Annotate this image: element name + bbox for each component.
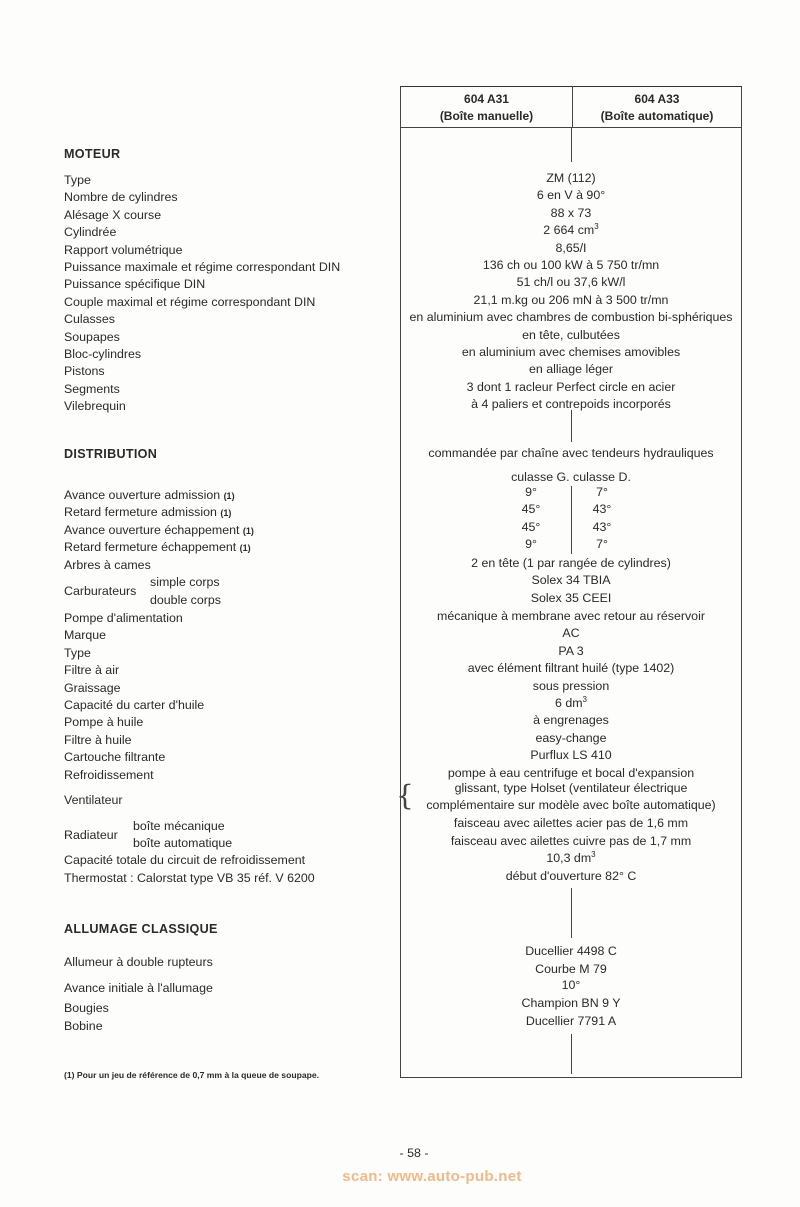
spec-value: en aluminium avec chemises amovibles bbox=[461, 345, 681, 359]
carb-simple-value: Solex 34 TBIA bbox=[531, 573, 611, 587]
spec-label: Bobine bbox=[64, 1019, 103, 1033]
timing-label: Avance ouverture échappement (1) bbox=[64, 522, 254, 537]
spec-value: Ducellier 4498 C bbox=[525, 944, 617, 958]
ventilateur-value-2: complémentaire sur modèle avec boîte automatique) bbox=[426, 798, 716, 812]
timing-label: Retard fermeture échappement (1) bbox=[64, 540, 251, 555]
spec-label: Cylindrée bbox=[64, 225, 117, 240]
divider-line bbox=[571, 410, 572, 442]
arbres-label: Arbres à cames bbox=[64, 558, 151, 572]
spec-label: Filtre à air bbox=[64, 663, 120, 678]
radiateur-label: Radiateur bbox=[64, 828, 118, 842]
carb-simple-label: simple corps bbox=[150, 575, 220, 589]
spec-label: Type bbox=[64, 645, 91, 660]
spec-value: mécanique à membrane avec retour au réservoir bbox=[437, 609, 705, 623]
radiateur-meca-value: faisceau avec ailettes acier pas de 1,6 mm bbox=[453, 816, 689, 830]
spec-label: Vilebrequin bbox=[64, 399, 126, 414]
spec-label: Puissance spécifique DIN bbox=[64, 277, 206, 292]
section-title-moteur: MOTEUR bbox=[64, 147, 121, 161]
culasse-g-value: 9° bbox=[525, 485, 537, 499]
spec-label: Filtre à huile bbox=[64, 732, 132, 747]
spec-label: Bloc-cylindres bbox=[64, 347, 142, 361]
carb-double-value: Solex 35 CEEI bbox=[530, 591, 612, 605]
watermark: scan: www.auto-pub.net bbox=[342, 1168, 522, 1185]
spec-value: Champion BN 9 Y bbox=[521, 996, 621, 1010]
spec-value: 136 ch ou 100 kW à 5 750 tr/mn bbox=[482, 258, 660, 272]
arbres-value: 2 en tête (1 par rangée de cylindres) bbox=[471, 556, 671, 570]
thermostat-label: Thermostat : Calorstat type VB 35 réf. V 6200 bbox=[64, 871, 315, 885]
spec-label: Bougies bbox=[64, 1001, 109, 1015]
divider-line bbox=[571, 888, 572, 938]
radiateur-auto-value: faisceau avec ailettes cuivre pas de 1,7 mm bbox=[450, 834, 692, 848]
spec-value: Purflux LS 410 bbox=[530, 748, 612, 763]
footnote-ref: (1) bbox=[223, 491, 235, 501]
spec-value: 21,1 m.kg ou 206 mN à 3 500 tr/mn bbox=[473, 292, 669, 307]
spec-value: 88 x 73 bbox=[550, 205, 592, 220]
spec-value: 2 664 $cm^3$ bbox=[543, 222, 599, 238]
column-header-automatic bbox=[572, 86, 741, 128]
spec-value: Courbe M 79 bbox=[535, 962, 607, 976]
column-subtitle: (Boîte manuelle) bbox=[439, 109, 534, 123]
spec-label: Segments bbox=[64, 381, 120, 396]
spec-value: en alliage léger bbox=[528, 362, 614, 377]
spec-label: Couple maximal et régime correspondant DIN bbox=[64, 294, 316, 309]
spec-value: Ducellier 7791 A bbox=[525, 1014, 617, 1028]
spec-label: Marque bbox=[64, 628, 107, 643]
spec-value: avec élément filtrant huilé (type 1402) bbox=[467, 661, 675, 676]
spec-value: en aluminium avec chambres de combustion bi-sphériques bbox=[409, 310, 733, 325]
spec-label: Culasses bbox=[64, 312, 115, 327]
culasse-d-value: 7° bbox=[596, 485, 608, 499]
spec-value: PA 3 bbox=[558, 643, 584, 658]
spec-label: Alésage X course bbox=[64, 207, 162, 222]
carb-label: Carburateurs bbox=[64, 584, 137, 598]
distribution-value: commandée par chaîne avec tendeurs hydrauliques bbox=[428, 446, 714, 460]
superscript: 3 bbox=[582, 694, 587, 704]
culasse-d-value: 7° bbox=[596, 537, 608, 552]
thermostat-value: début d'ouverture 82° C bbox=[505, 869, 637, 883]
spec-value: sous pression bbox=[532, 678, 610, 693]
spec-label: Type bbox=[64, 173, 91, 187]
culasse-g-value: 9° bbox=[525, 537, 537, 552]
spec-value: ZM (112) bbox=[546, 171, 596, 185]
footnote-ref: (1) bbox=[242, 525, 254, 536]
spec-value: 10° bbox=[561, 978, 581, 992]
footnote-ref: (1) bbox=[239, 543, 251, 554]
spec-value: AC bbox=[562, 626, 580, 641]
spec-label: Puissance maximale et régime correspondant DIN bbox=[64, 260, 341, 274]
spec-label: Graissage bbox=[64, 680, 121, 695]
spec-value: 51 ch/l ou 37,6 kW/l bbox=[516, 275, 626, 290]
spec-value: pompe à eau centrifuge et bocal d'expansion bbox=[447, 765, 695, 780]
culasse-header: culasse G. culasse D. bbox=[511, 470, 631, 484]
spec-value: 6 en V à 90° bbox=[536, 188, 606, 203]
culasse-g-value: 45° bbox=[521, 502, 541, 517]
spec-value: en tête, culbutées bbox=[522, 327, 620, 342]
superscript: 3 bbox=[594, 222, 599, 232]
footnote: (1) Pour un jeu de référence de 0,7 mm à la queue de soupape. bbox=[64, 1070, 320, 1080]
column-subtitle: (Boîte automatique) bbox=[600, 109, 714, 123]
culasse-g-value: 45° bbox=[521, 519, 541, 534]
spec-label: Allumeur à double rupteurs bbox=[64, 955, 213, 969]
radiateur-auto-label: boîte automatique bbox=[133, 836, 233, 850]
brace-icon: { bbox=[396, 779, 414, 812]
spec-value: à 4 paliers et contrepoids incorporés bbox=[471, 397, 671, 412]
divider-line bbox=[571, 128, 572, 162]
spec-label: Pompe à huile bbox=[64, 715, 144, 730]
spec-label: Nombre de cylindres bbox=[64, 190, 178, 205]
carb-double-label: double corps bbox=[150, 593, 221, 607]
spec-value: 8,65/I bbox=[555, 240, 587, 255]
page-number: - 58 - bbox=[399, 1146, 429, 1160]
culasse-d-value: 43° bbox=[592, 502, 612, 517]
radiateur-meca-label: boîte mécanique bbox=[133, 819, 225, 833]
ventilateur-value-1: glissant, type Holset (ventilateur électrique bbox=[454, 781, 688, 795]
capacite-label: Capacité totale du circuit de refroidissement bbox=[64, 853, 306, 867]
ventilateur-label: Ventilateur bbox=[64, 793, 123, 807]
footnote-ref: (1) bbox=[220, 508, 232, 519]
spec-label: Cartouche filtrante bbox=[64, 750, 166, 765]
culasse-d-value: 43° bbox=[592, 519, 612, 534]
spec-value: 3 dont 1 racleur Perfect circle en acier bbox=[466, 379, 676, 394]
divider-line bbox=[571, 1034, 572, 1074]
section-title-allumage: ALLUMAGE CLASSIQUE bbox=[64, 922, 218, 936]
spec-label: Pistons bbox=[64, 364, 105, 379]
spec-label: Rapport volumétrique bbox=[64, 242, 183, 257]
timing-label: Avance ouverture admission (1) bbox=[64, 488, 235, 502]
spec-label: Pompe d'alimentation bbox=[64, 611, 183, 625]
spec-value: easy-change bbox=[535, 730, 607, 745]
section-title-distribution: DISTRIBUTION bbox=[64, 447, 158, 461]
spec-label: Avance initiale à l'allumage bbox=[64, 981, 213, 995]
spec-value: à engrenages bbox=[533, 713, 609, 728]
spec-value: 6 $dm^3$ bbox=[555, 694, 587, 710]
capacite-value: 10,3 $dm^3$ bbox=[546, 849, 596, 865]
column-title: 604 A33 bbox=[634, 92, 680, 106]
column-header-manual bbox=[401, 86, 572, 128]
spec-label: Capacité du carter d'huile bbox=[64, 698, 205, 712]
spec-label: Soupapes bbox=[64, 329, 120, 344]
column-title: 604 A31 bbox=[464, 92, 509, 106]
spec-label: Refroidissement bbox=[64, 767, 154, 782]
timing-label: Retard fermeture admission (1) bbox=[64, 505, 232, 520]
